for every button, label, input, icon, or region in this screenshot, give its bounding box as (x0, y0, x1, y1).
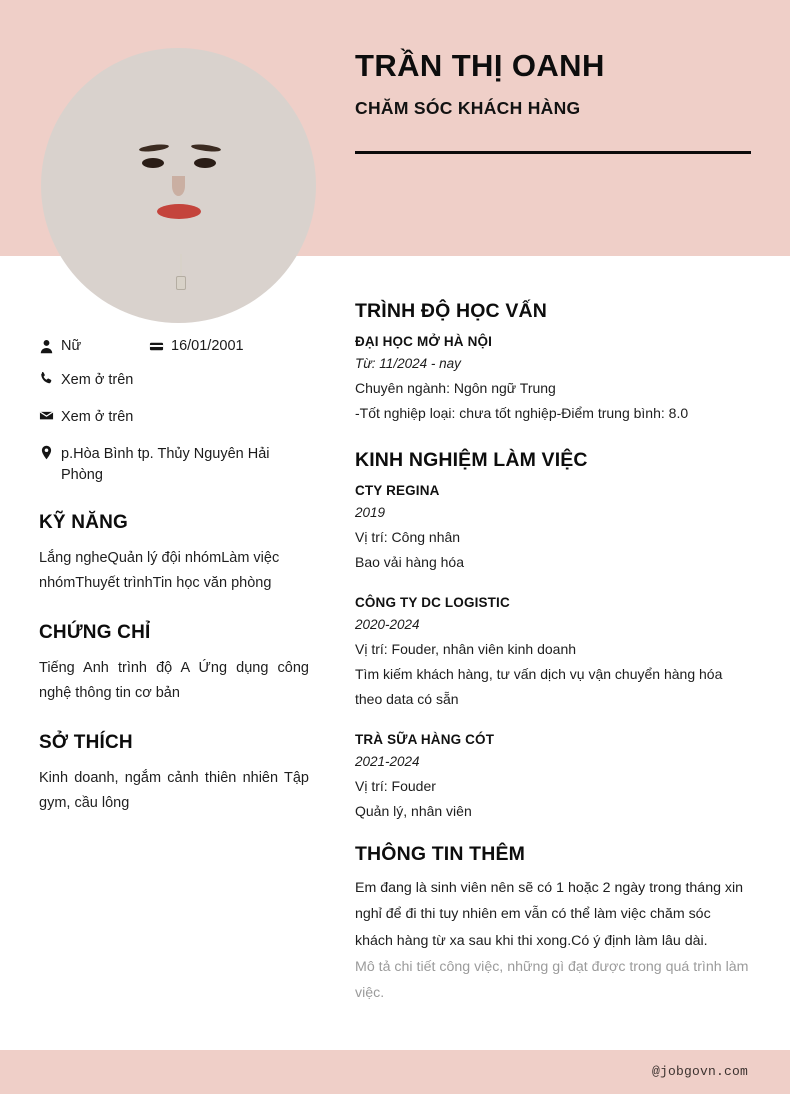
contact-gender (39, 338, 149, 354)
experience-entry (355, 730, 751, 825)
contact-row-address (39, 444, 309, 486)
candidate-name: TRẦN THỊ OANH (355, 48, 605, 83)
education-org: ĐẠI HỌC MỞ HÀ NỘI (355, 334, 493, 349)
additional-text: Em đang là sinh viên nên sẽ có 1 hoặc 2 ngày trong tháng xin nghỉ để đi thi tuy nhiên em vẫn có thể làm việc chăm sóc khách hàng từ xa sau khi thi xong.Có ý định làm lâu dài. (355, 879, 744, 949)
experience-date: 2020-2024 (355, 616, 420, 632)
photo-eye-left (142, 158, 164, 168)
contact-row-phone (39, 370, 309, 391)
section-additional-info (355, 843, 751, 1007)
section-experience-heading: KINH NGHIỆM LÀM VIỆC (355, 448, 588, 471)
footer-band (0, 1050, 790, 1094)
profile-photo-image (41, 48, 316, 323)
candidate-role: CHĂM SÓC KHÁCH HÀNG (355, 97, 581, 118)
experience-detail: Vị trí: Fouder, nhân viên kinh doanh (355, 640, 577, 657)
experience-date: 2019 (355, 505, 386, 521)
person-icon (39, 338, 61, 354)
contact-gender-value: Nữ (61, 338, 82, 354)
education-date: Từ: 11/2024 - nay (355, 356, 461, 372)
photo-eyebrow-right (191, 143, 222, 153)
experience-org: CTY REGINA (355, 482, 440, 498)
contact-birthdate-value: 16/01/2001 (171, 338, 244, 354)
section-experience (355, 449, 751, 825)
additional-placeholder: Mô tả chi tiết công việc, những gì đạt được trong quá trình làm việc. (355, 958, 749, 1002)
profile-photo (41, 48, 316, 323)
left-column (39, 338, 309, 816)
calendar-icon (149, 338, 171, 354)
section-hobbies-body: Kinh doanh, ngắm cảnh thiên nhiên Tập gym, cầu lông (39, 769, 309, 811)
section-education-heading: TRÌNH ĐỘ HỌC VẤN (355, 300, 547, 322)
experience-date: 2021-2024 (355, 754, 420, 770)
photo-eye-right (194, 158, 216, 168)
experience-detail: Vị trí: Fouder (355, 777, 436, 794)
section-skills-body: Lắng ngheQuản lý đội nhómLàm việc nhómThuyết trìnhTin học văn phòng (39, 550, 280, 591)
phone-icon (39, 370, 61, 386)
photo-necklace-pendant (176, 276, 186, 290)
education-entry (355, 332, 751, 427)
photo-lips (157, 204, 201, 219)
experience-detail: Vị trí: Công nhân (355, 528, 461, 545)
contact-list (39, 338, 309, 486)
right-column (355, 300, 751, 1025)
section-hobbies-heading: SỞ THÍCH (39, 731, 133, 753)
envelope-icon (39, 407, 61, 423)
section-certificates-heading: CHỨNG CHỈ (39, 621, 151, 643)
contact-phone-value: Xem ở trên (61, 372, 134, 388)
section-skills (39, 512, 309, 596)
section-skills-heading: KỸ NĂNG (39, 512, 129, 534)
section-hobbies (39, 732, 309, 816)
education-detail: Chuyên ngành: Ngôn ngữ Trung (355, 379, 556, 396)
experience-detail: Quản lý, nhân viên (355, 803, 472, 820)
section-additional-heading: THÔNG TIN THÊM (355, 842, 526, 865)
section-certificates-body: Tiếng Anh trình độ A Ứng dụng công nghệ thông tin cơ bản (39, 659, 309, 701)
header-block (355, 48, 753, 154)
photo-necklace-chain (180, 254, 182, 278)
experience-org: TRÀ SỮA HÀNG CÓT (355, 731, 495, 747)
section-education (355, 300, 751, 427)
photo-eyebrow-left (139, 143, 170, 153)
contact-birthdate (149, 338, 244, 354)
experience-detail: Bao vải hàng hóa (355, 554, 464, 571)
contact-row-gender-birthdate (39, 338, 309, 354)
education-detail: -Tốt nghiệp loại: chưa tốt nghiệp-Điểm trung bình: 8.0 (355, 405, 689, 422)
experience-entry (355, 593, 751, 713)
location-pin-icon (39, 444, 61, 460)
contact-email-value: Xem ở trên (61, 409, 134, 426)
section-certificates (39, 622, 309, 706)
photo-nose (172, 176, 185, 196)
contact-row-email (39, 407, 309, 428)
experience-detail: Tìm kiếm khách hàng, tư vấn dịch vụ vận chuyển hàng hóa theo data có sẵn (355, 665, 723, 708)
experience-entry (355, 481, 751, 576)
footer-brand: @jobgovn.com (651, 1064, 748, 1079)
header-divider (355, 151, 751, 154)
experience-org: CÔNG TY DC LOGISTIC (355, 594, 510, 610)
contact-address-value: p.Hòa Bình tp. Thủy Nguyên Hải Phòng (61, 446, 270, 484)
